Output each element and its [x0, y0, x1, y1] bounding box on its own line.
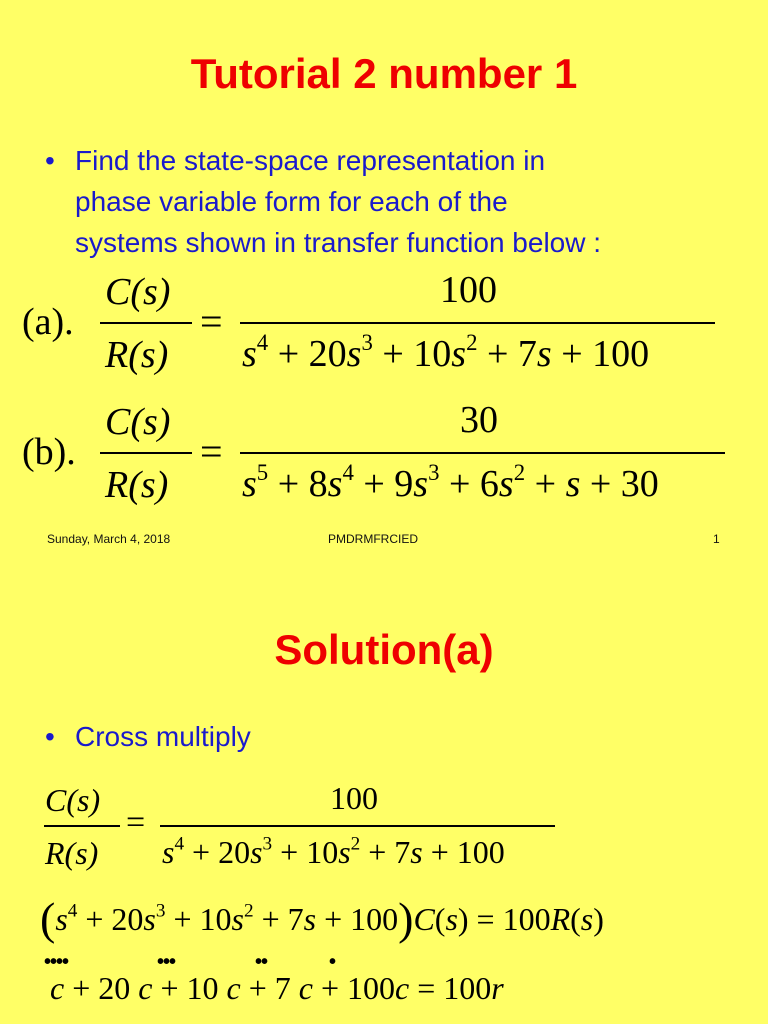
- equation-b-rhs-fraction-bar: [240, 452, 725, 454]
- equation-b-rhs-numerator: 30: [460, 399, 498, 441]
- first-derivative-dot: •: [329, 951, 336, 973]
- equation-b-rhs-denominator: $s^5 + 8s^4 + 9s^3 + 6s^2 + s + 30$: [242, 460, 659, 505]
- solution-eq1-equals: =: [126, 804, 146, 841]
- solution-eq3-expression: c + 20 c + 10 c + 7 c + 100c = 100r: [50, 970, 504, 1006]
- footer-date: Sunday, March 4, 2018: [47, 532, 171, 546]
- bullet-dot-icon: •: [45, 721, 55, 752]
- equation-a-lhs-numerator: C(s): [105, 271, 171, 313]
- equation-a-label: (a).: [22, 301, 74, 343]
- equation-a-rhs-numerator: 100: [440, 269, 497, 311]
- footer-center-text: PMDRMFRCIED: [328, 532, 418, 546]
- bullet-line-1: Find the state-space representation in: [75, 145, 546, 176]
- solution-eq1-lhs-fraction-bar: [44, 825, 120, 827]
- solution-eq1-rhs-denominator: $s^4 + 20s^3 + 10s^2 + 7s + 100$: [162, 833, 505, 870]
- equation-a-lhs-denominator: R(s): [105, 334, 169, 376]
- bullet-line-2: phase variable form for each of the: [75, 186, 508, 217]
- slide-2-bullet: [45, 716, 251, 757]
- fourth-derivative-dots: ••••: [44, 951, 69, 973]
- equation-a-lhs-fraction-bar: [100, 322, 192, 324]
- solution-eq1-rhs-numerator: 100: [330, 780, 378, 816]
- solution-eq1-lhs-denominator: R(s): [45, 835, 99, 871]
- equation-b-equals: =: [200, 429, 223, 474]
- equation-a-rhs-denominator: $s^4 + 20s^3 + 10s^2 + 7s + 100$: [242, 330, 650, 375]
- third-derivative-dots: •••: [157, 951, 176, 973]
- footer-page-number: 1: [713, 532, 720, 546]
- equation-b-lhs-numerator: C(s): [105, 401, 171, 443]
- equation-b-label: (b).: [22, 431, 76, 473]
- bullet-dot-icon: •: [45, 145, 55, 176]
- solution-eq1-rhs-fraction-bar: [160, 825, 555, 827]
- slide-2-title: Solution(a): [274, 626, 494, 673]
- bullet-line-3: systems shown in transfer function below :: [75, 227, 602, 258]
- bullet-text: Cross multiply: [75, 721, 251, 752]
- solution-eq1-lhs-numerator: C(s): [45, 782, 101, 818]
- solution-equation-2: $(s^4 + 20s^3 + 10s^2 + 7s + 100)C(s) = 100R(s)$: [40, 893, 604, 944]
- equation-a-equals: =: [200, 299, 223, 344]
- equation-b-lhs-denominator: R(s): [105, 464, 169, 506]
- equation-a-rhs-fraction-bar: [240, 322, 715, 324]
- slide-2: [0, 560, 768, 1024]
- slide-1-title: Tutorial 2 number 1: [190, 50, 578, 97]
- second-derivative-dots: ••: [255, 951, 268, 973]
- equation-b-lhs-fraction-bar: [100, 452, 192, 454]
- slide-1-bullet: [45, 140, 745, 263]
